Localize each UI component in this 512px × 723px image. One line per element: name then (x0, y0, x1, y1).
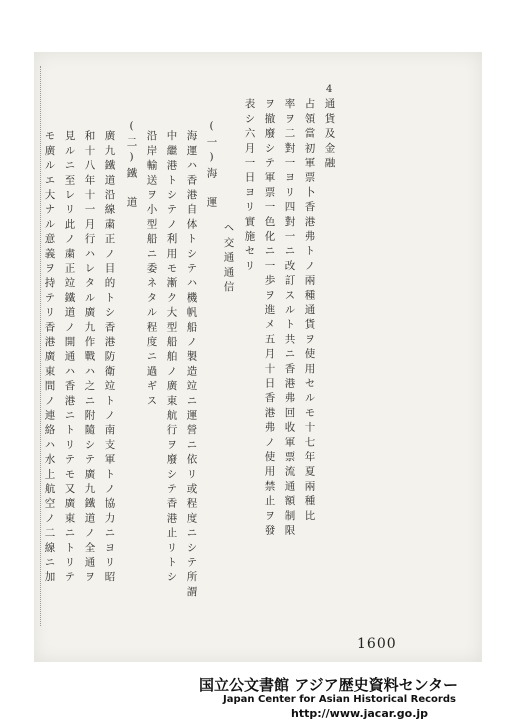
text-column: 表シ六月一日ヨリ實施セリ (243, 98, 256, 275)
text-column: 和十八年十一月行ハレタル廣九作戰ハ之ニ附隨シテ廣九鐵道ノ全通ヲ (83, 130, 96, 586)
text-column: モ廣ルエ大ナル意義ヲ持テリ香港廣東間ノ連絡ハ水上航空ノ二線ニ加 (43, 130, 56, 586)
text-column: 中繼港トシテノ利用モ漸ク大型船舶ノ廣東航行ヲ廢シテ香港止リトシ (165, 130, 178, 586)
text-column: 率ヲ二對一ヨリ四對一ニ改訂スルト共ニ香港弗回收軍票流通額制限 (283, 98, 296, 539)
text-column: 見ルニ至レリ此ノ粛正竝鐵道ノ開通ハ香港ニトリテモ又廣東ニトリテ (63, 130, 76, 586)
archive-footer-url: http://www.jacar.go.jp (291, 707, 429, 720)
subheading-shipping: (一)海 運 (205, 120, 218, 212)
heading-currency-finance: 通貨及金融 (323, 98, 336, 172)
text-column: 海運ハ香港自体トシテハ機帆船ノ製造竝ニ運營ニ依リ或程度ニシテ所謂 (185, 130, 198, 601)
subheading-railway: (二)鐵 道 (125, 120, 138, 212)
text-column: 占領當初軍票卜香港弗トノ兩種通貨ヲ使用セルモ十七年夏兩種比 (303, 98, 316, 525)
archive-footer-title: 国立公文書館 アジア歴史資料センター (199, 676, 459, 694)
page-number: 1600 (357, 636, 397, 652)
margin-dotted-line (40, 66, 41, 626)
section-page-marker: 4 (326, 84, 333, 95)
heading-transport-communication: ヘ交通通信 (222, 222, 235, 296)
document-page (34, 52, 482, 662)
text-column: 廣九鐵道沿線粛正ノ目的トシ香港防衛竝トノ南支軍トノ協力ニヨリ昭 (103, 130, 116, 586)
archive-footer-subtitle: Japan Center for Asian Historical Records (223, 694, 456, 705)
text-column: ヲ撤廢シテ軍票一色化ニ一歩ヲ進メ五月十日香港弗ノ使用禁止ヲ發 (263, 98, 276, 539)
text-column: 沿岸輸送ヲ小型船ニ委ネタル程度ニ過ギス (145, 130, 158, 410)
